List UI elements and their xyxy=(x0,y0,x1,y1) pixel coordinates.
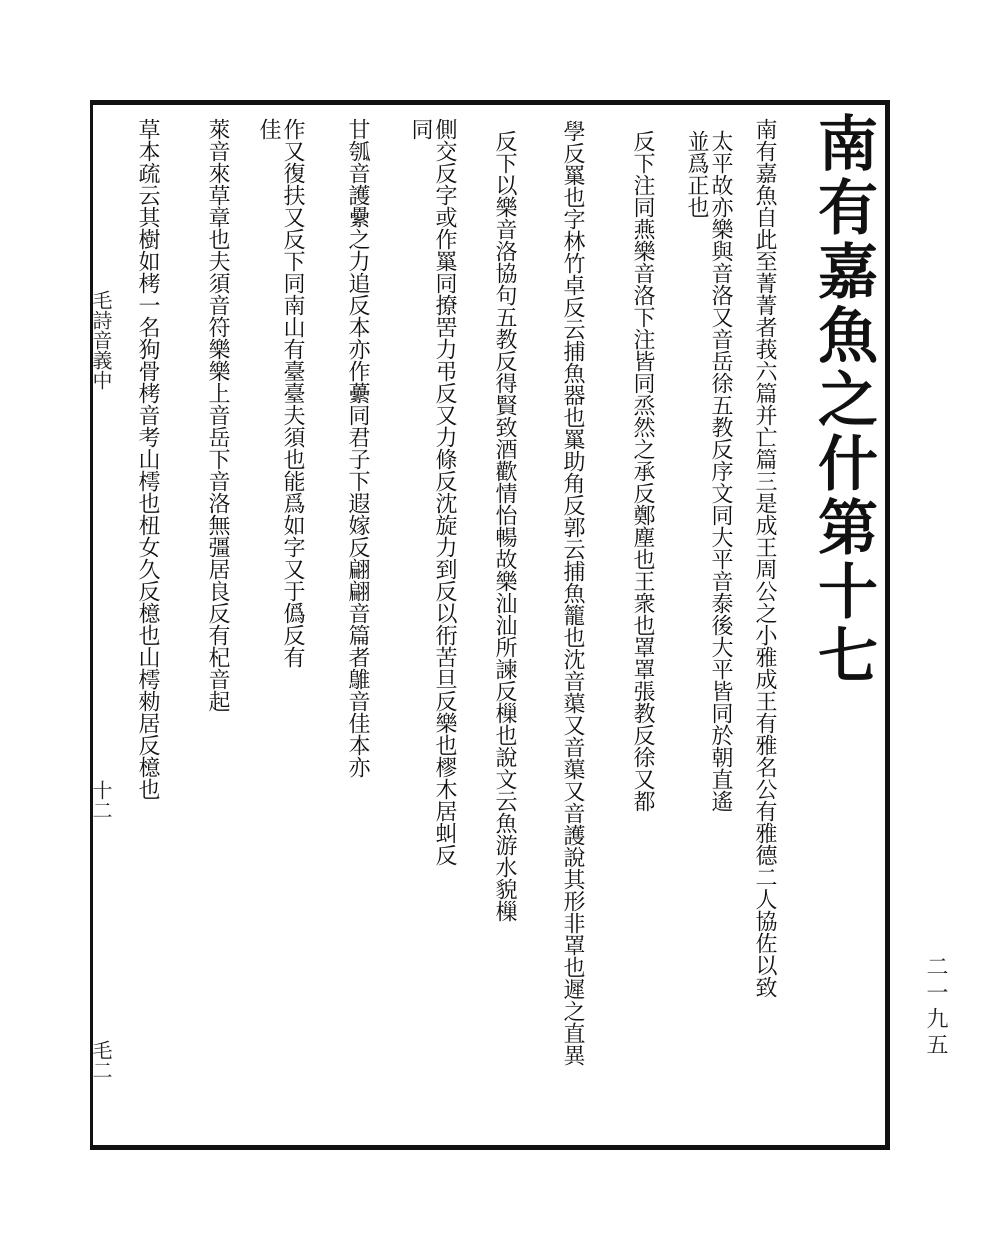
column-text: 佳 xyxy=(256,118,281,140)
text-column-14 xyxy=(135,118,159,800)
text-column-7 xyxy=(492,130,516,922)
text-column-5 xyxy=(630,130,654,812)
gutter-title: 毛詩音義中 xyxy=(89,290,113,390)
column-text: 南有嘉魚自此至菁菁者莪六篇并亡篇三是成王周公之小雅成王有雅名公有雅德二人協佐以致 xyxy=(752,118,777,998)
page-number: 二一九五 xyxy=(923,955,948,1059)
column-text: 並爲正也 xyxy=(684,130,709,218)
text-column-9 xyxy=(408,118,432,140)
text-column-13 xyxy=(205,118,229,712)
text-column-2 xyxy=(752,118,776,1138)
gutter-volume-mark: 毛二 xyxy=(89,1040,113,1080)
column-text: 學反罺也字林竹卓反云捕魚器也罺助角反郭云捕魚籠也沈音蕖又音蕖又音護說其形非罩也遲之直異 xyxy=(560,120,585,1066)
column-text: 甘瓠音護纍之力追反本亦作虆同君子下遐嫁反翩翩音篇者鵻音佳本亦 xyxy=(345,118,370,778)
text-column-8 xyxy=(432,118,456,866)
column-text: 反下注同燕樂音洛下注皆同烝然之承反鄭塵也王衆也罩罩張教反徐又都 xyxy=(630,130,655,812)
gutter-leaf-number: 十二 xyxy=(89,780,113,820)
column-text: 側交反字或作罺同撩罟力弔反又力條反沈旋力到反以衎苦旦反樂也樛木居虯反 xyxy=(432,118,457,866)
column-text: 萊音來草章也夫須音符樂樂上音岳下音洛無彊居良反有杞音起 xyxy=(205,118,230,712)
text-column-12 xyxy=(256,118,280,140)
text-column-10 xyxy=(345,118,369,778)
text-column-3 xyxy=(708,130,732,812)
chapter-title: 南有嘉魚之什第十七 xyxy=(808,112,878,688)
text-column-6 xyxy=(560,120,584,1066)
column-text: 作又復扶又反下同南山有臺臺夫須也能爲如字又于僞反有 xyxy=(280,118,305,668)
column-text: 反下以樂音洛協句五教反得賢致酒歡情怡暢故樂汕汕所諫反樔也說文云魚游水貌樔 xyxy=(492,130,517,922)
column-text: 草本疏云其樹如栲一名狗骨栲音考山樗也杻女久反檍也山樗勑居反檍也 xyxy=(135,118,160,800)
text-column-11 xyxy=(280,118,304,668)
text-column-4 xyxy=(684,130,708,218)
column-text: 同 xyxy=(408,118,433,140)
column-text: 太平故亦樂與音洛又音岳徐五教反序文同大平音泰後大平皆同於朝直遙 xyxy=(708,130,733,812)
